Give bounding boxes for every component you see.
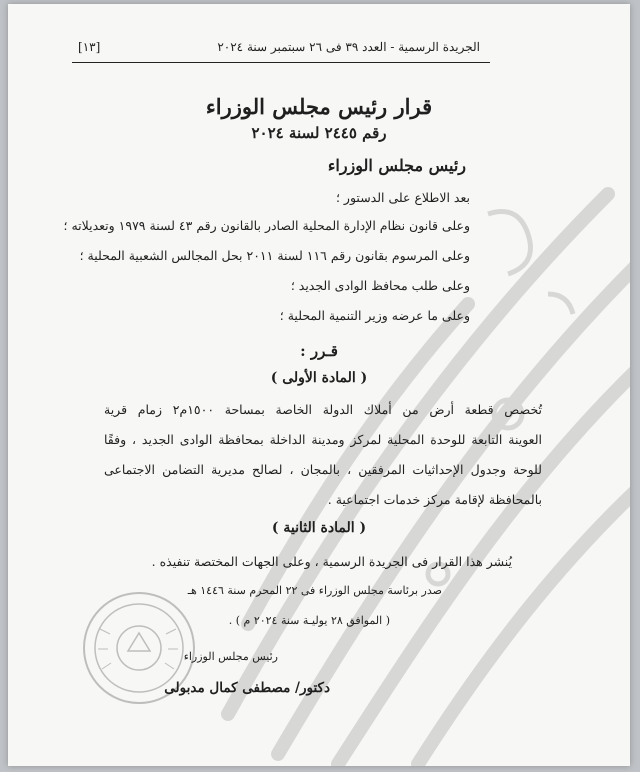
issuer: رئيس مجلس الوزراء bbox=[327, 156, 466, 175]
corresponding-date: ( الموافق ٢٨ يوليـة سنة ٢٠٢٤ م ) . bbox=[228, 614, 390, 627]
gazette-page bbox=[8, 4, 630, 766]
recital: وعلى المرسوم بقانون رقم ١١٦ لسنة ٢٠١١ بحل المجالس الشعبية المحلية ؛ bbox=[79, 248, 470, 263]
watermark-stamp bbox=[188, 154, 630, 766]
recital: وعلى ما عرضه وزير التنمية المحلية ؛ bbox=[279, 308, 470, 323]
issued-date: صدر برئاسة مجلس الوزراء فى ٢٢ المحرم سنة ١٤٤٦ هـ bbox=[187, 584, 442, 597]
decides-label: قـرر : bbox=[300, 342, 338, 360]
decree-number: رقم ٢٤٤٥ لسنة ٢٠٢٤ bbox=[251, 124, 387, 142]
article-2-text: يُنشر هذا القرار فى الجريدة الرسمية ، وعلى الجهات المختصة تنفيذه . bbox=[151, 554, 512, 569]
article-1-line: بالمحافظة لإقامة مركز خدمات اجتماعية . bbox=[327, 492, 542, 507]
article-1-line: للوحة وجدول الإحداثيات المرفقين ، بالمجان ، لصالح مديرية التضامن الاجتماعى bbox=[104, 462, 542, 477]
article-1-heading: ( المادة الأولى ) bbox=[270, 370, 368, 386]
article-2-heading: ( المادة الثانية ) bbox=[271, 520, 367, 536]
article-1-line: العوينة التابعة للوحدة المحلية لمركز ومدينة الداخلة بمحافظة الوادى الجديد ، وفقًا bbox=[104, 432, 542, 447]
article-1-line: تُخصص قطعة أرض من أملاك الدولة الخاصة بمساحة ١٥٠٠م٢ زمام قرية bbox=[104, 402, 543, 417]
signatory-title: رئيس مجلس الوزراء bbox=[183, 650, 278, 663]
signatory-name: دكتور/ مصطفى كمال مدبولى bbox=[164, 680, 330, 696]
recital: بعد الاطلاع على الدستور ؛ bbox=[335, 190, 470, 205]
gazette-line: الجريدة الرسمية - العدد ٣٩ فى ٢٦ سبتمبر سنة ٢٠٢٤ bbox=[217, 40, 480, 54]
decree-title: قرار رئيس مجلس الوزراء bbox=[205, 94, 433, 119]
recital: وعلى قانون نظام الإدارة المحلية الصادر بالقانون رقم ٤٣ لسنة ١٩٧٩ وتعديلاته ؛ bbox=[63, 218, 470, 233]
page-number: [١٣] bbox=[78, 40, 101, 54]
header-divider bbox=[72, 62, 490, 63]
gazette-header bbox=[78, 40, 480, 54]
recital: وعلى طلب محافظ الوادى الجديد ؛ bbox=[290, 278, 470, 293]
